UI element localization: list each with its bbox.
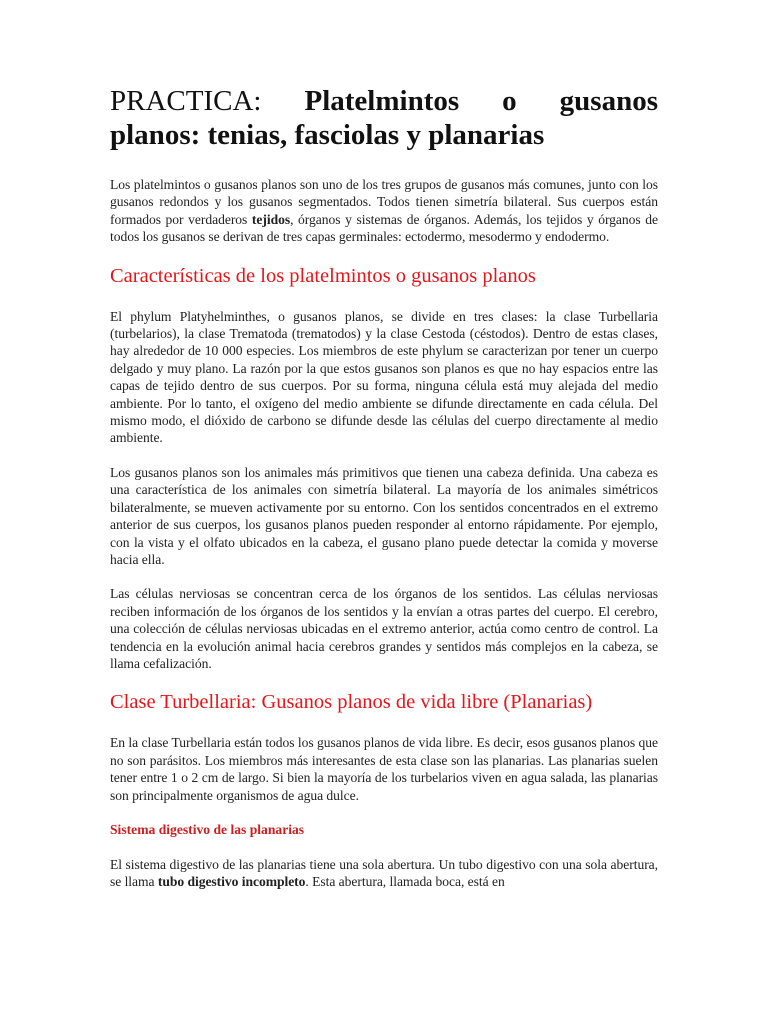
- section1-paragraph-2: Los gusanos planos son los animales más primitivos que tienen una cabeza definida. Una cabeza es una característica de los animales con simetría bilateral. La mayoría de los animales simétricos bilateralmente, se mueven activamente por su entorno. Con los sentidos concentrados en el extremo anterior de sus cuerpos, los gusanos planos pueden responder al entorno rápidamente. Por ejemplo, con la vista y el olfato ubicados en la cabeza, el gusano plano puede detectar la comida y moverse hacia ella.: [110, 464, 658, 567]
- subsection-heading-digestive: Sistema digestivo de las planarias: [110, 821, 305, 837]
- section1-paragraph-1: El phylum Platyhelminthes, o gusanos planos, se divide en tres clases: la clase Turbellaria (turbelarios), la clase Trematoda (trematodos) y la clase Cestoda (céstodos). Dentro de estas clases, hay alrededor de 10 000 especies. Los miembros de este phylum se caracterizan por tener un cuerpo delgado y muy plano. La razón por la que estos gusanos son planos es que no hay espacios entre las capas de tejido dentro de sus cuerpos. Por su forma, ninguna célula está muy alejada del medio ambiente. Por lo tanto, el oxígeno del medio ambiente se difunde directamente en cada célula. Del mismo modo, el dióxido de carbono se difunde desde las células del cuerpo directamente al medio ambiente.: [110, 308, 658, 446]
- section-heading-turbellaria: Clase Turbellaria: Gusanos planos de vida libre (Planarias): [110, 691, 593, 714]
- page-title: [110, 84, 658, 152]
- intro-text-1: Los platelmintos o gusanos planos son uno de los tres grupos de gusanos más comunes, junto con los gusanos redondos y los gusanos segmentados. Todos tienen simetría bilateral. Sus cuerpos están formados por verdaderos: [110, 177, 658, 227]
- title-line-2: planos: tenias, fasciolas y planarias: [110, 119, 545, 151]
- section-heading-characteristics: Características de los platelmintos o gusanos planos: [110, 264, 536, 287]
- title-prefix: PRACTICA:: [110, 85, 262, 117]
- subsection-paragraph: [110, 856, 658, 891]
- section2-paragraph: En la clase Turbellaria están todos los gusanos planos de vida libre. Es decir, esos gusanos planos que no son parásitos. Los miembros más interesantes de esta clase son las planarias. Las planarias suelen tener entre 1 o 2 cm de largo. Si bien la mayoría de los turbelarios viven en agua salada, las planarias son principalmente organismos de agua dulce.: [110, 735, 658, 803]
- document-page: [110, 84, 658, 908]
- intro-bold-term: tejidos: [251, 211, 291, 227]
- section1-paragraph-3: Las células nerviosas se concentran cerca de los órganos de los sentidos. Las células nerviosas reciben información de los órganos de los sentidos y la envían a otras partes del cuerpo. El cerebro, una colección de células nerviosas ubicadas en el extremo anterior, actúa como centro de control. La tendencia en la evolución animal hacia cerebros grandes y sentidos más complejos en la cabeza, se llama cefalización.: [110, 586, 658, 671]
- intro-text-2: , órganos y sistemas de órganos. Además, los tejidos y órganos de todos los gusanos se derivan de tres capas germinales: ectodermo, mesodermo y endodermo.: [110, 211, 658, 245]
- intro-paragraph: [110, 176, 658, 246]
- subsection-text-2: . Esta abertura, llamada boca, está en: [305, 874, 505, 890]
- title-line1-rest: Platelmintos o gusanos: [304, 85, 658, 117]
- subsection-bold-term: tubo digestivo incompleto: [157, 874, 306, 890]
- title-line-1: [110, 84, 658, 118]
- subsection-text-1: El sistema digestivo de las planarias tiene una sola abertura. Un tubo digestivo con una sola abertura, se llama: [110, 856, 658, 890]
